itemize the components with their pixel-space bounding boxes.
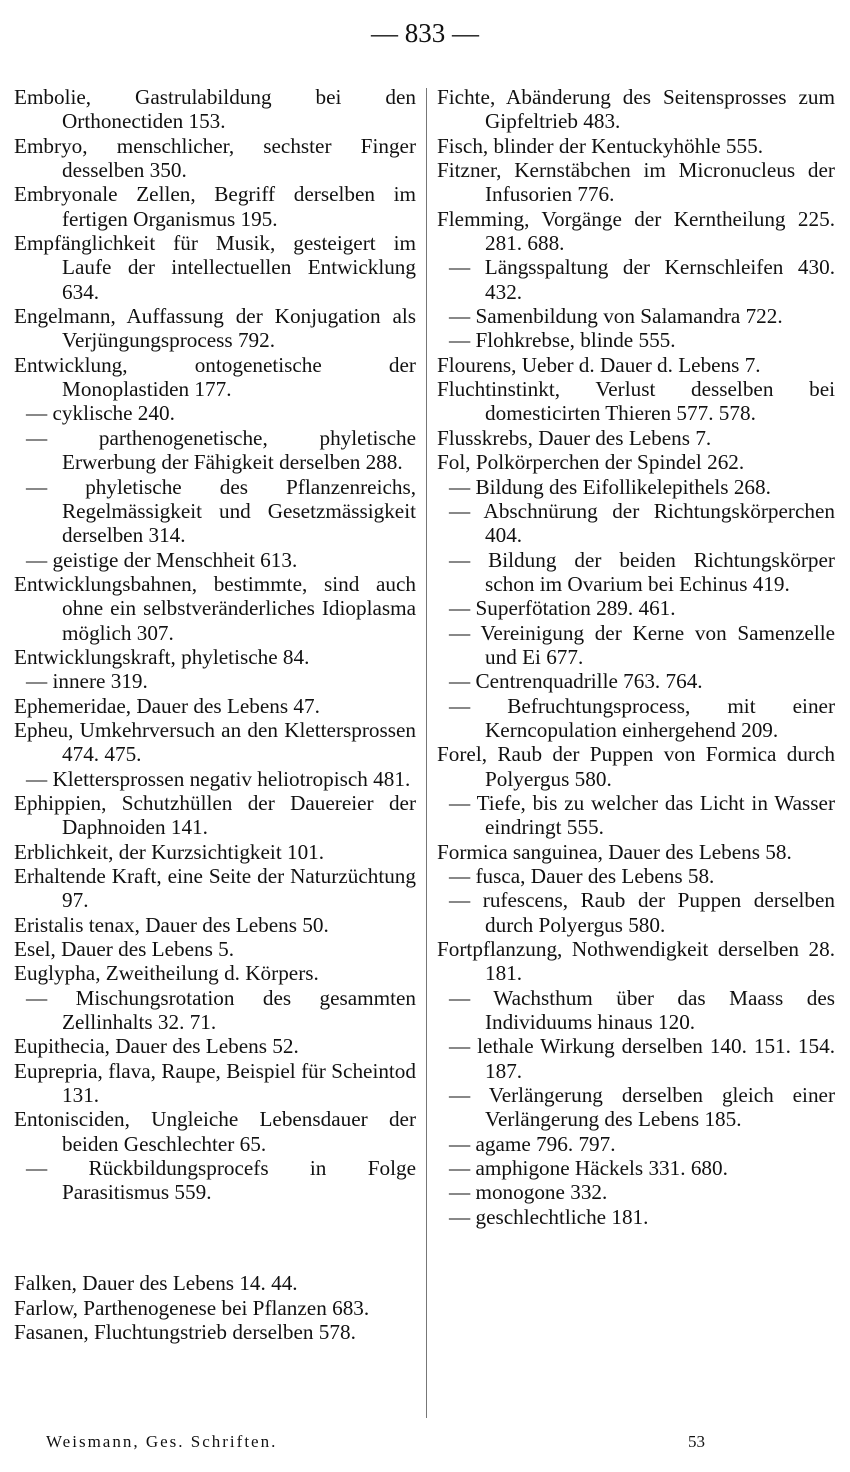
index-subentry: — parthenogenetische, phyletische Erwerbung der Fähigkeit derselben 288. bbox=[26, 425, 416, 475]
index-subentry: — Wachsthum über das Maass des Individuums hinaus 120. bbox=[449, 985, 835, 1035]
index-subentry: — Klettersprossen negativ heliotropisch 481. bbox=[26, 766, 411, 791]
index-entry: Euprepria, flava, Raupe, Beispiel für Scheintod 131. bbox=[14, 1058, 416, 1108]
index-subentry: — fusca, Dauer des Lebens 58. bbox=[449, 864, 715, 888]
index-subentry: — geschlechtliche 181. bbox=[449, 1204, 649, 1229]
index-entry: Embryo, menschlicher, sechster Finger desselben 350. bbox=[14, 133, 416, 183]
index-entry: Fichte, Abänderung des Seitensprosses zum Gipfeltrieb 483. bbox=[437, 85, 835, 134]
index-entry: Fol, Polkörperchen der Spindel 262. bbox=[437, 450, 745, 475]
index-entry: Fitzner, Kernstäbchen im Micronucleus der Infusorien 776. bbox=[437, 158, 835, 207]
index-entry: Embryonale Zellen, Begriff derselben im fertigen Organismus 195. bbox=[14, 182, 416, 231]
index-subentry: — Centrenquadrille 763. 764. bbox=[449, 669, 703, 694]
index-subentry: — Flohkrebse, blinde 555. bbox=[449, 328, 676, 353]
index-subentry: — Rückbildungsprocefs in Folge Parasitismus 559. bbox=[26, 1156, 416, 1205]
index-entry: Epheu, Umkehrversuch an den Klettersprossen 474. 475. bbox=[14, 717, 416, 767]
index-entry: Falken, Dauer des Lebens 14. 44. bbox=[14, 1271, 298, 1296]
index-subentry: — Mischungsrotation des gesammten Zellinhalts 32. 71. bbox=[26, 985, 416, 1035]
index-subentry: — Bildung des Eifollikelepithels 268. bbox=[449, 474, 771, 499]
index-subentry: — Tiefe, bis zu welcher das Licht in Wasser eindringt 555. bbox=[449, 790, 835, 840]
index-entry: Erblichkeit, der Kurzsichtigkeit 101. bbox=[14, 839, 325, 864]
index-entry: Erhaltende Kraft, eine Seite der Naturzüchtung 97. bbox=[14, 864, 416, 913]
footer-signature: 53 bbox=[688, 1432, 705, 1451]
index-entry: Ephippien, Schutzhüllen der Dauereier der Daphnoiden 141. bbox=[14, 790, 416, 840]
index-entry: Esel, Dauer des Lebens 5. bbox=[14, 937, 235, 962]
index-entry: Fisch, blinder der Kentuckyhöhle 555. bbox=[437, 133, 763, 158]
index-subentry: — rufescens, Raub der Puppen derselben durch Polyergus 580. bbox=[449, 888, 835, 937]
index-subentry: — amphigone Häckels 331. 680. bbox=[449, 1156, 728, 1181]
index-entry: Ephemeridae, Dauer des Lebens 47. bbox=[14, 693, 320, 718]
index-column-left bbox=[14, 85, 416, 1344]
index-subentry: — phyletische des Pflanzenreichs, Regelmässigkeit und Gesetzmässigkeit derselben 314. bbox=[26, 474, 416, 548]
index-subentry: — Vereinigung der Kerne von Samenzelle und Ei 677. bbox=[449, 620, 835, 669]
index-entry: Flourens, Ueber d. Dauer d. Lebens 7. bbox=[437, 352, 761, 377]
index-subentry: — monogone 332. bbox=[449, 1180, 608, 1205]
index-entry: Flemming, Vorgänge der Kerntheilung 225. 281. 688. bbox=[437, 206, 835, 256]
index-entry: Flusskrebs, Dauer des Lebens 7. bbox=[437, 425, 712, 450]
index-column-right bbox=[437, 85, 835, 1229]
index-subentry: — agame 796. 797. bbox=[449, 1131, 616, 1156]
index-entry: Farlow, Parthenogenese bei Pflanzen 683. bbox=[14, 1295, 370, 1320]
index-entry: Euglypha, Zweitheilung d. Körpers. bbox=[14, 961, 319, 986]
index-subentry: — Befruchtungsprocess, mit einer Kerncopulation einhergehend 209. bbox=[449, 693, 835, 742]
index-subentry: — Abschnürung der Richtungskörperchen 404. bbox=[449, 498, 835, 548]
index-entry: Engelmann, Auffassung der Konjugation als Verjüngungsprocess 792. bbox=[14, 304, 416, 353]
index-subentry: — geistige der Menschheit 613. bbox=[26, 547, 298, 572]
index-entry: Fortpflanzung, Nothwendigkeit derselben 28. 181. bbox=[437, 937, 835, 986]
index-subentry: — lethale Wirkung derselben 140. 151. 154. 187. bbox=[449, 1034, 835, 1083]
index-entry: Eupithecia, Dauer des Lebens 52. bbox=[14, 1034, 299, 1059]
footer-author: Weismann, Ges. Schriften. bbox=[46, 1432, 278, 1451]
column-divider bbox=[426, 88, 427, 1418]
page-number: — 833 — bbox=[371, 18, 479, 48]
index-subentry: — Bildung der beiden Richtungskörper schon im Ovarium bei Echinus 419. bbox=[449, 547, 835, 596]
index-subentry: — cyklische 240. bbox=[26, 401, 175, 426]
index-entry: Entwicklungsbahnen, bestimmte, sind auch ohne ein selbstveränderliches Idioplasma möglich 307. bbox=[14, 571, 416, 645]
index-subentry: — Superfötation 289. 461. bbox=[449, 596, 676, 621]
index-entry: Entonisciden, Ungleiche Lebensdauer der beiden Geschlechter 65. bbox=[14, 1107, 416, 1156]
index-entry: Entwicklungskraft, phyletische 84. bbox=[14, 644, 310, 669]
index-entry: Forel, Raub der Puppen von Formica durch Polyergus 580. bbox=[437, 742, 835, 791]
index-subentry: — Samenbildung von Salamandra 722. bbox=[449, 304, 783, 329]
index-entry: Formica sanguinea, Dauer des Lebens 58. bbox=[437, 839, 792, 864]
section-gap bbox=[14, 1226, 416, 1250]
index-subentry: — Verlängerung derselben gleich einer Verlängerung des Lebens 185. bbox=[449, 1083, 835, 1132]
index-entry: Eristalis tenax, Dauer des Lebens 50. bbox=[14, 912, 329, 937]
index-entry: Empfänglichkeit für Musik, gesteigert im Laufe der intellectuellen Entwicklung 634. bbox=[14, 231, 416, 304]
index-subentry: — innere 319. bbox=[26, 669, 148, 694]
index-entry: Embolie, Gastrulabildung bei den Orthonectiden 153. bbox=[14, 85, 416, 134]
index-entry: Fasanen, Fluchtungstrieb derselben 578. bbox=[14, 1319, 356, 1344]
index-entry: Fluchtinstinkt, Verlust desselben bei domesticirten Thieren 577. 578. bbox=[437, 377, 835, 426]
index-subentry: — Längsspaltung der Kernschleifen 430. 432. bbox=[449, 255, 835, 304]
index-entry: Entwicklung, ontogenetische der Monoplastiden 177. bbox=[14, 352, 416, 402]
